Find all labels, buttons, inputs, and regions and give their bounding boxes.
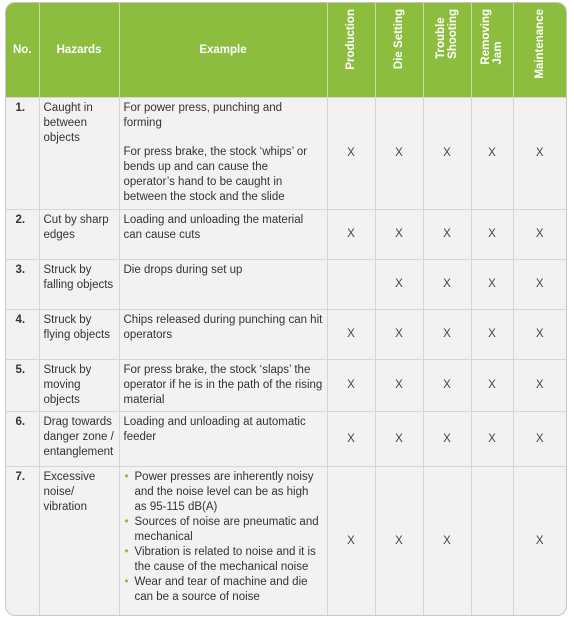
header-removing-jam-cell <box>471 3 513 98</box>
example-bullet: • Vibration is related to noise and it is the cause of the mechanical noise <box>124 545 323 575</box>
example-cell <box>119 98 327 210</box>
row-number: 2. <box>6 210 39 260</box>
mark-cell: X <box>513 467 566 617</box>
header-production-cell <box>327 3 375 98</box>
header-trouble-shooting-cell <box>423 3 471 98</box>
mark-cell: X <box>513 412 566 467</box>
table-row <box>6 210 566 260</box>
row-number: 7. <box>6 467 39 617</box>
mark-cell: X <box>471 412 513 467</box>
mark-cell: X <box>375 412 423 467</box>
row-number: 3. <box>6 260 39 310</box>
hazard-cell: Cut by sharp edges <box>39 210 119 260</box>
example-text: Loading and unloading at automatic feeder <box>123 416 306 443</box>
mark-cell: X <box>375 260 423 310</box>
hazard-cell: Excessive noise/ vibration <box>39 467 119 617</box>
hazard-cell: Struck by flying objects <box>39 310 119 360</box>
example-bullet: • Sources of noise are pneumatic and mechanical <box>124 515 323 545</box>
mark-cell: X <box>423 260 471 310</box>
table-row <box>6 98 566 210</box>
mark-cell: X <box>471 210 513 260</box>
example-cell <box>119 467 327 617</box>
hazard-table-frame <box>5 2 567 616</box>
example-cell <box>119 210 327 260</box>
mark-cell: X <box>375 210 423 260</box>
example-cell <box>119 310 327 360</box>
example-text: Loading and unloading the material can cause cuts <box>123 214 304 241</box>
mark-cell: X <box>423 210 471 260</box>
table-row <box>6 467 566 617</box>
mark-cell: X <box>471 310 513 360</box>
row-number: 6. <box>6 412 39 467</box>
mark-cell: X <box>513 98 566 210</box>
mark-cell <box>327 260 375 310</box>
mark-cell: X <box>513 310 566 360</box>
header-die-setting-cell <box>375 3 423 98</box>
example-cell <box>119 360 327 412</box>
table-row <box>6 260 566 310</box>
header-row <box>6 3 566 98</box>
mark-cell: X <box>327 412 375 467</box>
example-cell <box>119 260 327 310</box>
hazard-cell: Caught in between objects <box>39 98 119 210</box>
example-bullet: • Wear and tear of machine and die can be a source of noise <box>124 575 323 605</box>
mark-cell: X <box>375 98 423 210</box>
mark-cell: X <box>471 360 513 412</box>
mark-cell: X <box>423 98 471 210</box>
mark-cell: X <box>423 360 471 412</box>
hazard-cell: Drag towards danger zone / entanglement <box>39 412 119 467</box>
hazard-cell: Struck by falling objects <box>39 260 119 310</box>
header-maintenance: Maintenance <box>533 9 546 79</box>
row-number: 1. <box>6 98 39 210</box>
mark-cell: X <box>327 310 375 360</box>
header-no: No. <box>6 3 39 98</box>
mark-cell: X <box>423 412 471 467</box>
mark-cell: X <box>327 98 375 210</box>
mark-cell: X <box>327 360 375 412</box>
row-number: 5. <box>6 360 39 412</box>
example-text: For press brake, the stock ‘slaps’ the operator if he is in the path of the rising material <box>123 364 323 406</box>
mark-cell: X <box>327 210 375 260</box>
header-removing-jam: Removing Jam <box>480 9 504 65</box>
example-text: Chips released during punching can hit operators <box>123 314 323 341</box>
mark-cell: X <box>471 98 513 210</box>
mark-cell: X <box>327 467 375 617</box>
table-row <box>6 360 566 412</box>
mark-cell: X <box>375 310 423 360</box>
header-trouble-shooting: Trouble Shooting <box>435 9 459 59</box>
hazard-cell: Struck by moving objects <box>39 360 119 412</box>
table-row <box>6 412 566 467</box>
mark-cell: X <box>471 260 513 310</box>
mark-cell: X <box>513 360 566 412</box>
example-cell <box>119 412 327 467</box>
example-text: Die drops during set up <box>123 264 243 276</box>
row-number: 4. <box>6 310 39 360</box>
mark-cell <box>471 467 513 617</box>
mark-cell: X <box>375 360 423 412</box>
header-production: Production <box>345 9 357 70</box>
example-bullet: • Power presses are inherently noisy and the noise level can be as high as 95-115 dB(A) <box>124 470 323 515</box>
mark-cell: X <box>423 467 471 617</box>
mark-cell: X <box>513 260 566 310</box>
mark-cell: X <box>513 210 566 260</box>
header-maintenance-cell <box>513 3 566 98</box>
table-row <box>6 310 566 360</box>
example-text: For press brake, the stock ‘whips’ or bends up and can cause the operator’s hand to be caught in between the stock and the slide <box>123 146 308 203</box>
hazard-table <box>6 3 566 616</box>
header-hazards: Hazards <box>39 3 119 98</box>
example-text: For power press, punching and forming <box>123 102 283 129</box>
example-bullet-list <box>124 470 323 605</box>
header-die-setting: Die Setting <box>393 9 405 70</box>
mark-cell: X <box>423 310 471 360</box>
mark-cell: X <box>375 467 423 617</box>
header-example: Example <box>119 3 327 98</box>
